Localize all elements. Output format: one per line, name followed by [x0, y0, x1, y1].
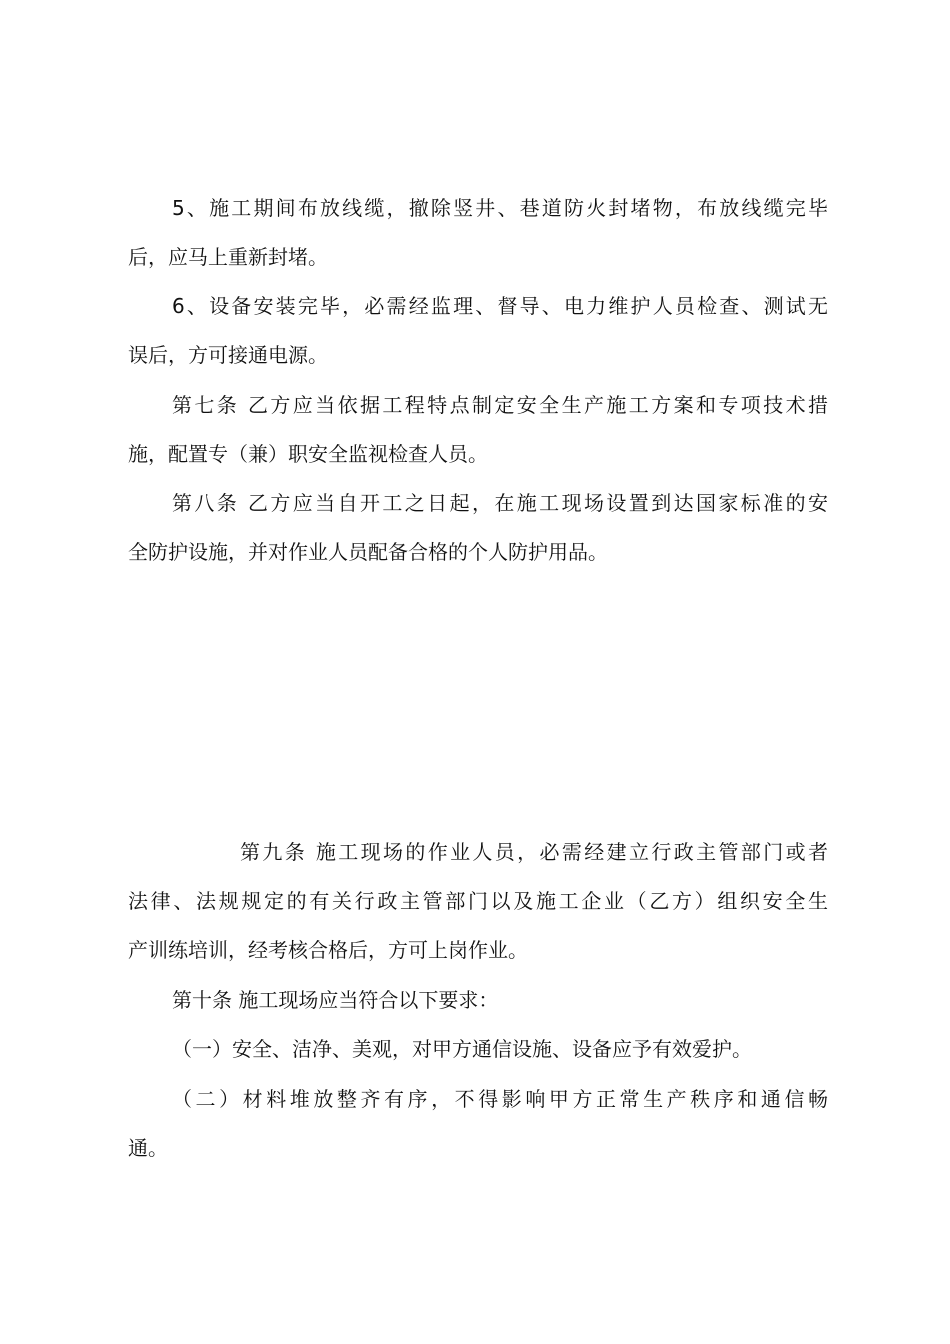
- article-10-line-1: 第十条 施工现场应当符合以下要求：: [172, 988, 499, 1012]
- paragraph-6-line-1: 6、设备安装完毕，必需经监理、督导、电力维护人员检查、测试无: [172, 294, 828, 318]
- article-9-line-2: 法律、法规规定的有关行政主管部门以及施工企业（乙方）组织安全生: [128, 889, 828, 913]
- item-2-line-1: （二）材料堆放整齐有序，不得影响甲方正常生产秩序和通信畅: [172, 1087, 828, 1111]
- article-7-line-1: 第七条 乙方应当依据工程特点制定安全生产施工方案和专项技术措: [172, 393, 828, 417]
- article-7-line-2: 施，配置专（兼）职安全监视检查人员。: [128, 442, 488, 466]
- article-9-line-3: 产训练培训，经考核合格后，方可上岗作业。: [128, 938, 528, 962]
- article-8-line-2: 全防护设施，并对作业人员配备合格的个人防护用品。: [128, 540, 608, 564]
- item-2-line-2: 通。: [128, 1136, 168, 1160]
- article-8-line-1: 第八条 乙方应当自开工之日起，在施工现场设置到达国家标准的安: [172, 491, 828, 515]
- article-9-line-1: 第九条 施工现场的作业人员，必需经建立行政主管部门或者: [240, 840, 828, 864]
- paragraph-5-line-2: 后，应马上重新封堵。: [128, 245, 328, 269]
- paragraph-5-line-1: 5、施工期间布放线缆，撤除竖井、巷道防火封堵物，布放线缆完毕: [172, 196, 828, 220]
- item-1-line-1: （一）安全、洁净、美观，对甲方通信设施、设备应予有效爱护。: [172, 1037, 752, 1061]
- paragraph-6-line-2: 误后，方可接通电源。: [128, 343, 328, 367]
